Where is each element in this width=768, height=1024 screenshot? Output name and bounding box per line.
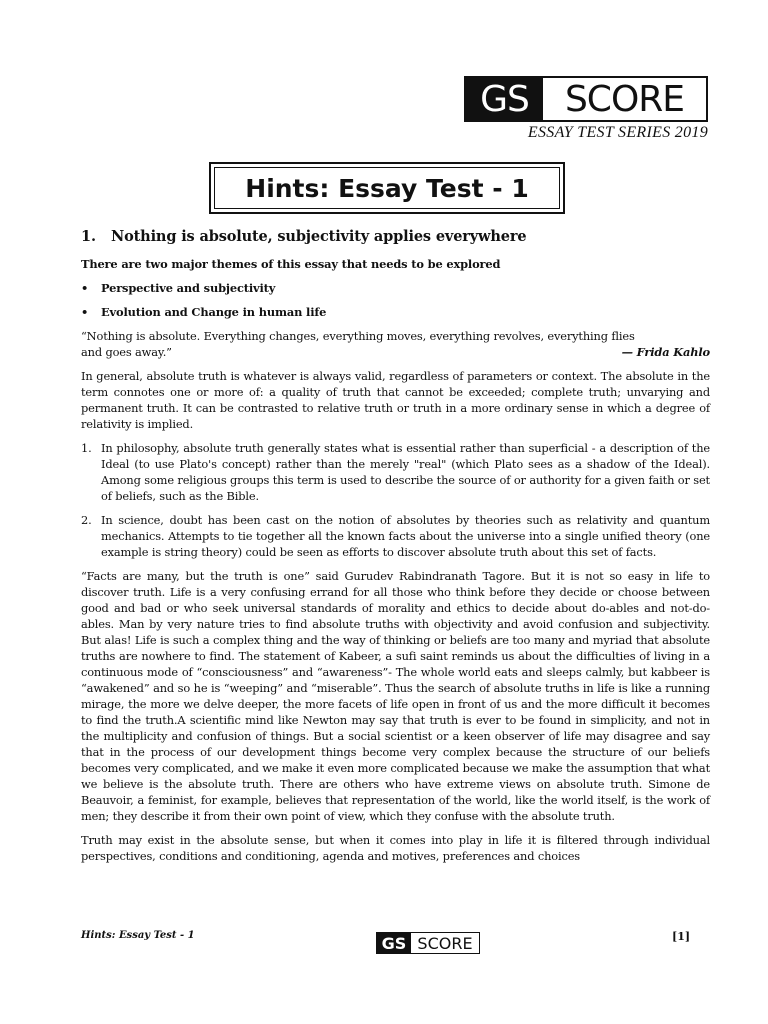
- numbered-item: [81, 440, 710, 504]
- footer-title: Hints: Essay Test - 1: [81, 930, 195, 941]
- series-label: ESSAY TEST SERIES 2019: [527, 124, 708, 141]
- footer-logo-gs: GS: [377, 933, 411, 953]
- document-body: [81, 226, 710, 872]
- page-title: Hints: Essay Test - 1: [214, 167, 560, 209]
- bullet-icon: •: [81, 305, 89, 319]
- paragraph: “Facts are many, but the truth is one” said Gurudev Rabindranath Tagore. But it is not so easy in life to discover truth. Life is a very confusing errand for all those who think before they decide or choose between good and bad or who seek universal standards of morality and ethics to decide about do-ables and not-do-ables. Man by very nature tries to find absolute truths with objectivity and avoid confusion and subjectivity. But alas! Life is such a complex thing and the way of thinking or beliefs are too many and myriad that absolute truths are nowhere to find. The statement of Kabeer, a sufi saint reminds us about the difficulties of living in a continuous mode of “consciousness” and “awareness”- The whole world eats and sleeps calmly, but kabbeer is “awakened” and so he is “weeping” and “miserable”. Thus the search of absolute truths in life is like a running mirage, the more we delve deeper, the more facets of life open in front of us and the more difficult it becomes to find the truth.A scientific mind like Newton may say that truth is ever to be found in simplicity, and not in the multiplicity and confusion of things. But a social scientist or a keen observer of life may disagree and say that in the process of our development things become very complex because the structure of our beliefs becomes very complicated, and we make it even more complicated because we make the assumption that what we believe is the absolute truth. There are others who have extreme views on absolute truth. Simone de Beauvoir, a feminist, for example, believes that representation of the world, like the world itself, is the work of men; they describe it from their own point of view, which they confuse with the absolute truth.: [81, 569, 710, 823]
- page-number: [1]: [672, 930, 691, 943]
- numbered-item: [81, 512, 710, 560]
- brand-logo: [464, 76, 708, 122]
- footer-logo: [376, 932, 480, 954]
- section-title: Nothing is absolute, subjectivity applies everywhere: [111, 228, 527, 245]
- bullet-text: Evolution and Change in human life: [101, 305, 327, 319]
- quote-line: “Nothing is absolute. Everything changes, everything moves, everything revolves, everything flies: [81, 329, 635, 343]
- quote-author: — Frida Kahlo: [621, 345, 710, 359]
- intro-text: There are two major themes of this essay that needs to be explored: [81, 257, 501, 271]
- paragraph: In general, absolute truth is whatever is always valid, regardless of parameters or context. The absolute in the term connotes one or more of: a quality of truth that cannot be exceeded; complete truth; unvarying and permanent truth. It can be contrasted to relative truth or truth in a more ordinary sense in which a degree of relativity is implied.: [81, 369, 710, 431]
- paragraph: Truth may exist in the absolute sense, but when it comes into play in life it is filtered through individual perspectives, conditions and conditioning, agenda and motives, preferences and choices: [81, 833, 710, 863]
- item-number: 2.: [81, 513, 92, 527]
- quote-line: and goes away.”: [81, 345, 172, 359]
- brand-logo-gs: GS: [466, 78, 543, 120]
- footer-logo-score: SCORE: [417, 933, 473, 953]
- item-number: 1.: [81, 441, 92, 455]
- section-heading: [81, 226, 710, 248]
- brand-logo-score: SCORE: [564, 78, 685, 120]
- bullet-icon: •: [81, 281, 89, 295]
- bullet-text: Perspective and subjectivity: [101, 281, 276, 295]
- quote-block: [81, 328, 710, 360]
- item-text: In philosophy, absolute truth generally states what is essential rather than superficial - a description of the Ideal (to use Plato's concept) rather than the merely "real" (which Plato sees as a shadow of the Ideal). Among some religious groups this term is used to describe the source of or authority for a given faith or set of beliefs, such as the Bible.: [101, 441, 710, 503]
- bullet-item: [81, 304, 710, 320]
- title-box: [209, 162, 565, 214]
- quote-last-line: [81, 344, 710, 360]
- item-text: In science, doubt has been cast on the notion of absolutes by theories such as relativity and quantum mechanics. Attempts to tie together all the known facts about the universe into a single unified theory (one example is string theory) could be seen as efforts to discover absolute truth about this set of facts.: [101, 513, 710, 559]
- bullet-item: [81, 280, 710, 296]
- section-number: 1.: [81, 228, 96, 245]
